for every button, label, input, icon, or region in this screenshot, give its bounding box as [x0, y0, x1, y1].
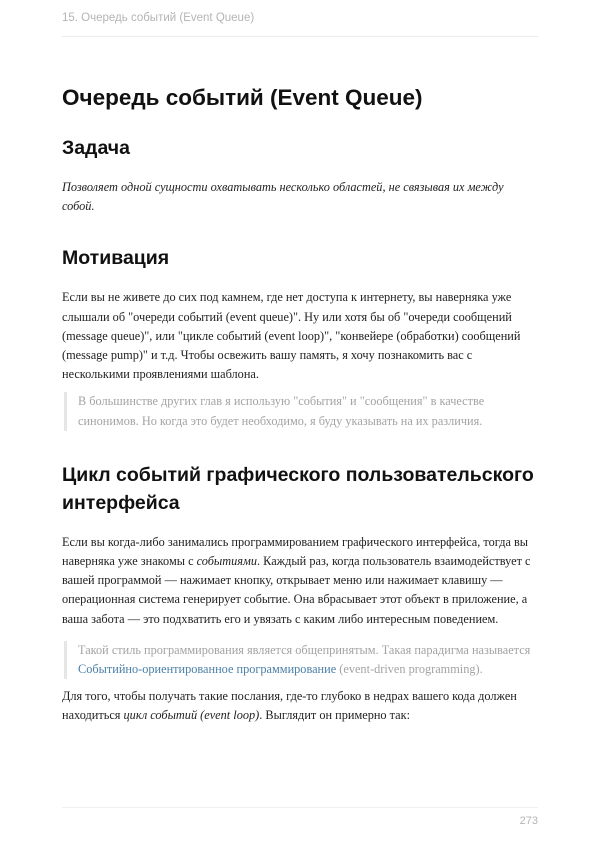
- emphasis-event-loop: цикл событий (event loop): [123, 708, 260, 723]
- motivation-paragraph: Если вы не живете до сих под камнем, где нет доступа к интернету, вы наверняка уже слышали об "очереди событий (event queue)". Ну или хотя бы об "очереди сообщений (message queue)", или "цикле событий (event loop)", "конвейере (обработки) сообщений (message pump)" и т.д. Чтобы освежить вашу память, я хочу познакомить вас с несколькими проявлениями шаблона.: [62, 290, 521, 382]
- gui-note: [64, 641, 538, 679]
- text-span: (event-driven programming).: [336, 662, 483, 677]
- section-heading-gui-loop: Цикл событий графического пользовательского интерфейса: [62, 463, 534, 514]
- header-divider: [62, 36, 538, 37]
- text-span: . Каждый раз, когда пользователь взаимодействует с вашей программой — нажимает кнопку, открывает меню или нажимает клавишу — операционная система генерирует событие. Она вбрасывает этот объект в приложение, а ваша забота — это подхватить его и увязать с каким либо интересным поведением.: [62, 554, 531, 626]
- motivation-note-text: В большинстве других глав я использую "события" и "сообщения" в качестве синонимов. Но когда это будет необходимо, я буду указывать на их различия.: [78, 394, 485, 428]
- page-content: [62, 80, 538, 726]
- event-driven-programming-link[interactable]: Событийно-ориентированное программирование: [78, 662, 337, 677]
- footer-divider: [62, 807, 538, 808]
- text-span: Если вы когда-либо занимались программированием графического интерфейса, тогда вы наверняка уже знакомы с: [62, 534, 529, 569]
- section-heading-task: Задача: [62, 137, 130, 159]
- chapter-title: Очередь событий (Event Queue): [62, 85, 423, 110]
- motivation-note: [64, 392, 538, 430]
- task-text: Позволяет одной сущности охватывать несколько областей, не связывая их между собой.: [62, 180, 504, 214]
- page-number: 273: [519, 815, 538, 827]
- text-span: . Выглядит он примерно так:: [259, 708, 411, 723]
- running-header: 15. Очередь событий (Event Queue): [62, 12, 255, 24]
- text-span: Для того, чтобы получать такие послания, где-то глубоко в недрах вашего кода должен находиться: [62, 689, 517, 723]
- gui-note-text: [78, 641, 538, 679]
- text-span: Такой стиль программирования является общепринятым. Такая парадигма называется: [78, 642, 531, 657]
- gui-paragraph-1: [62, 533, 538, 629]
- emphasis-events: событиями: [196, 554, 258, 569]
- gui-paragraph-2: [62, 687, 538, 725]
- section-heading-motivation: Мотивация: [62, 247, 170, 270]
